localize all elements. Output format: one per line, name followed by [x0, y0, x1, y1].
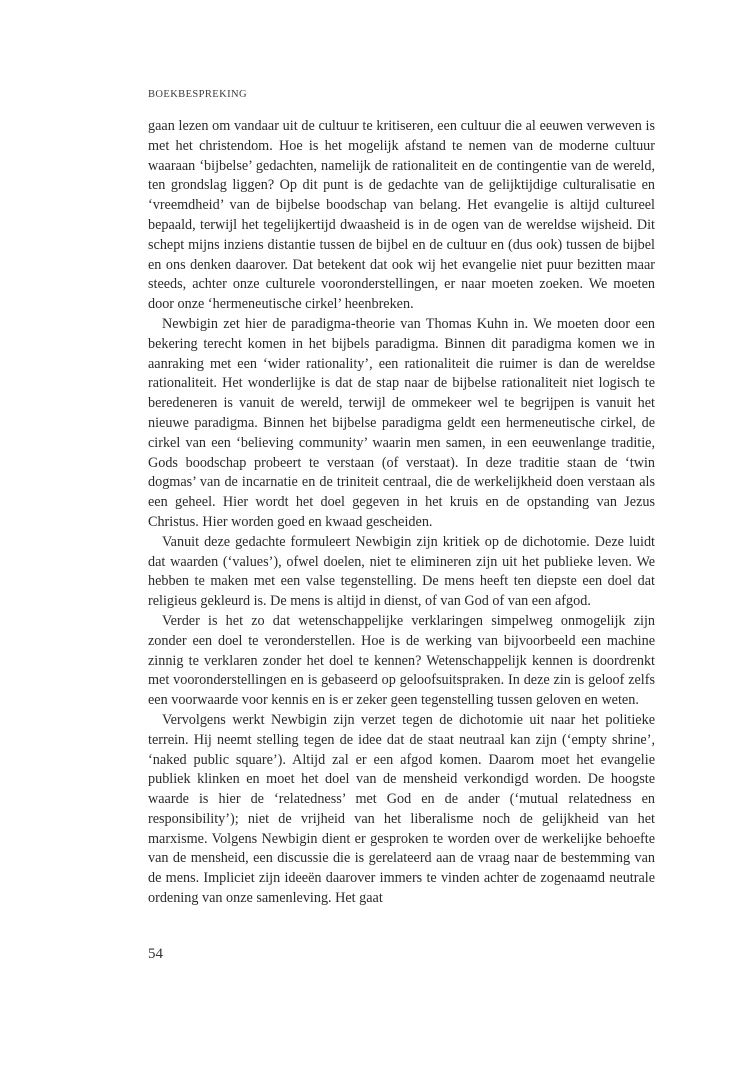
running-head: BOEKBESPREKING: [148, 89, 247, 100]
body-text: [148, 117, 655, 909]
page-number: 54: [148, 946, 163, 962]
paragraph-4: Verder is het zo dat wetenschappelijke verklaringen simpelweg onmogelijk zijn zonder een doel te veronderstellen. Hoe is de werking van bijvoorbeeld een machine zinnig te verklaren zonder het doel te kennen? Wetenschappelijk kennen is doordrenkt met vooronderstellingen en is gebaseerd op geloofsuitspraken. In deze zin is geloof zelfs een voorwaarde voor kennis en is er zeker geen tegenstelling tussen geloven en weten.: [148, 612, 655, 709]
paragraph-3: Vanuit deze gedachte formuleert Newbigin zijn kritiek op de dichotomie. Deze luidt dat waarden (‘values’), ofwel doelen, niet te elimineren zijn uit het publieke leven. We hebben te maken met een valse tegenstelling. De mens heeft ten diepste een doel dat religieus gekleurd is. De mens is altijd in dienst, of van God of van een afgod.: [148, 533, 655, 610]
paragraph-5: Vervolgens werkt Newbigin zijn verzet tegen de dichotomie uit naar het politieke terrein. Hij neemt stelling tegen de idee dat de staat neutraal kan zijn (‘empty shrine’, ‘naked public square’). Altijd zal er een afgod komen. Daarom moet het evangelie publiek klinken en moet het doel van de mensheid verkondigd worden. De hoogste waarde is hier de ‘relatedness’ met God en de ander (‘mutual relatedness en responsibility’); niet de vrijheid van het liberalisme noch de gelijkheid van het marxisme. Volgens Newbigin dient er gesproken te worden over de werkelijke behoefte van de mensheid, een discussie die is gerelateerd aan de vraag naar de bestemming van de mens. Impliciet zijn ideeën daarover immers te vinden achter de zogenaamd neutrale ordening van onze samenleving. Het gaat: [148, 711, 655, 907]
paragraph-2: Newbigin zet hier de paradigma-theorie van Thomas Kuhn in. We moeten door een bekering terecht komen in het bijbels paradigma. Binnen dit paradigma komen we in aanraking met een ‘wider rationality’, een rationaliteit die ruimer is dan de wereldse rationaliteit. Het wonderlijke is dat de stap naar de bijbelse rationaliteit niet logisch te beredeneren is vanuit de wereld, terwijl de ommekeer wel te begrijpen is vanuit het nieuwe paradigma. Binnen het bijbelse paradigma geldt een hermeneutische cirkel, de cirkel van een ‘believing community’ waarin men samen, in een eeuwenlange traditie, Gods boodschap probeert te verstaan (of verstaat). In deze traditie staan de ‘twin dogmas’ van de incarnatie en de triniteit centraal, die de werkelijkheid doen verstaan als een geheel. Hier wordt het doel gegeven in het kruis en de opstanding van Jezus Christus. Hier worden goed en kwaad gescheiden.: [148, 315, 655, 530]
paragraph-1: gaan lezen om vandaar uit de cultuur te kritiseren, een cultuur die al eeuwen verweven is met het christendom. Hoe is het mogelijk afstand te nemen van de moderne cultuur waaraan ‘bijbelse’ gedachten, namelijk de rationaliteit en de contingentie van de wereld, ten grondslag liggen? Op dit punt is de gedachte van de gelijktijdige culturalisatie en ‘vreemdheid’ van de bijbelse boodschap van belang. Het evangelie is altijd cultureel bepaald, terwijl het tegelijkertijd dwaasheid is in de ogen van de wereldse wijsheid. Dit schept mijns inziens distantie tussen de bijbel en de cultuur en (dus ook) tussen de bijbel en ons denken daarover. Dat betekent dat ook wij het evangelie niet puur bezitten maar steeds, achter onze culturele vooronderstellingen, er naar moeten zoeken. We moeten door onze ‘hermeneutische cirkel’ heenbreken.: [148, 118, 655, 313]
